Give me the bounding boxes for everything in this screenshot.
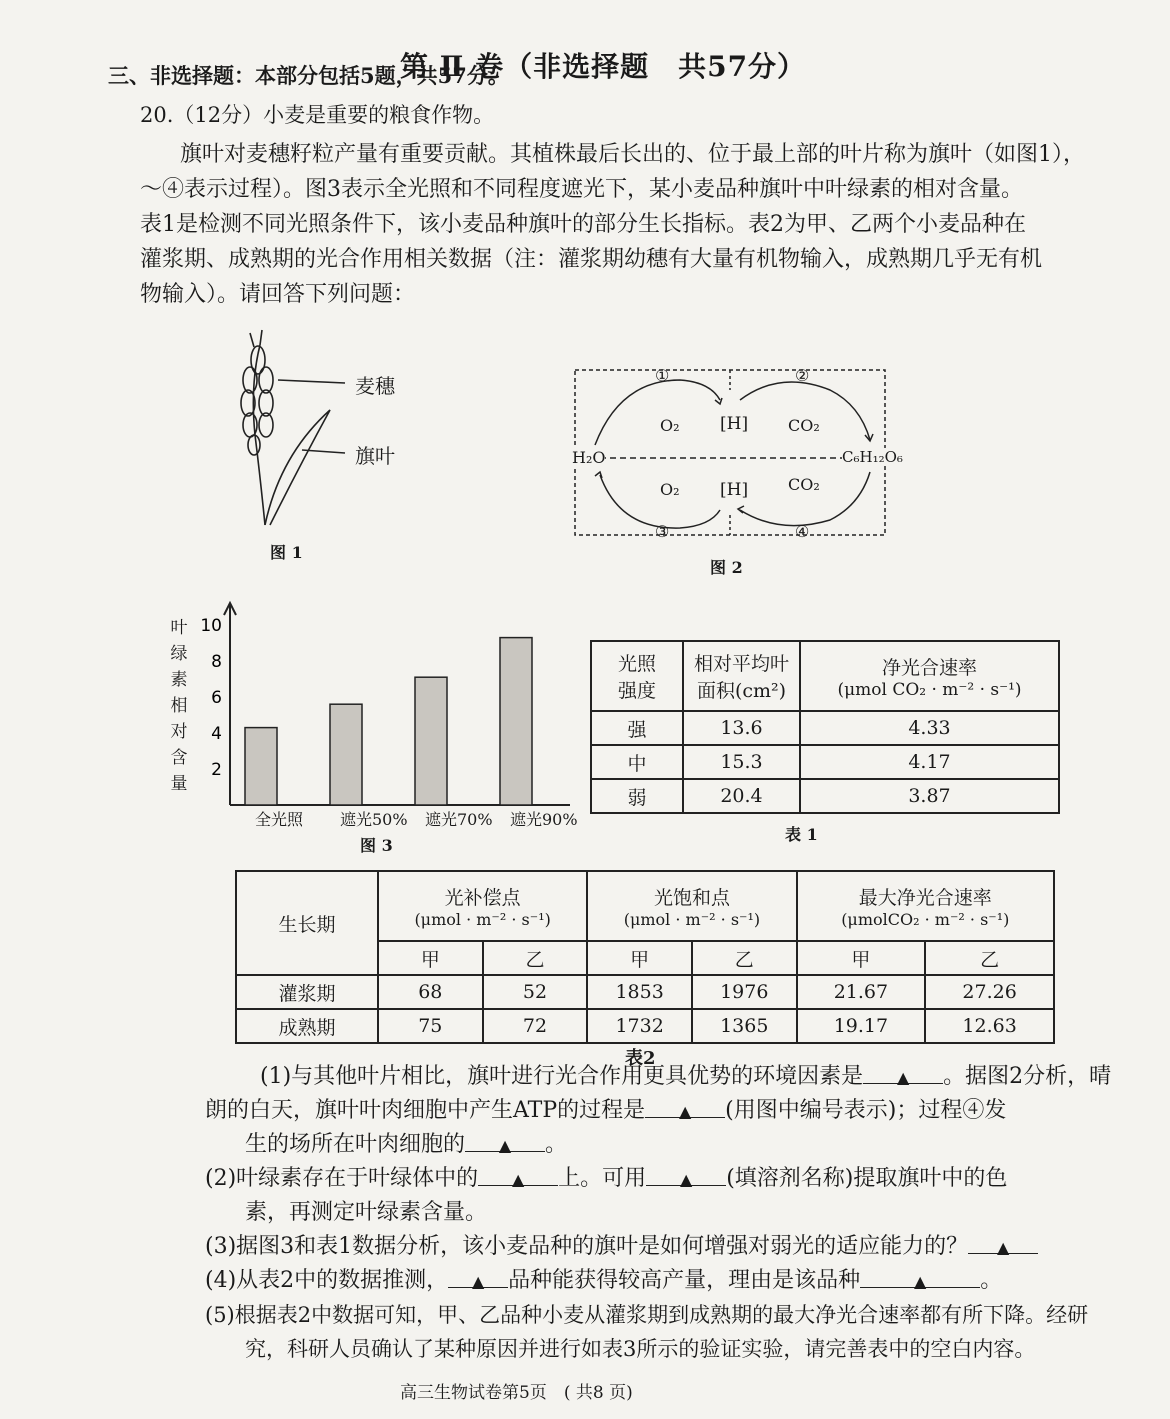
table-2-grid [235,870,1055,1044]
y-tick-4: 10 [200,616,222,636]
table-2-subheader-row: 甲 乙 甲 乙 甲 乙 [236,941,1054,975]
label-flag-leaf: 旗叶 [355,444,395,468]
question-lead: 20.（12分）小麦是重要的粮食作物。 [140,103,495,127]
intro-line-2: ～④表示过程）。图3表示全光照和不同程度遮光下，某小麦品种旗叶中叶绿素的相对含量。 [140,177,1024,202]
q3-line: (3)据图3和表1数据分析，该小麦品种的旗叶是如何增强对弱光的适应能力的？ ▲ [205,1232,1038,1262]
h-top: [H] [720,414,749,434]
q1-line-b: 朗的白天，旗叶叶肉细胞中产生ATP的过程是 ▲ (用图中编号表示)；过程④发 [205,1098,1007,1123]
sub-questions [205,1062,1112,1372]
intro-line-3: 表1是检测不同光照条件下，该小麦品种旗叶的部分生长指标。表2为甲、乙两个小麦品种在 [140,212,1026,237]
answer-blank[interactable]: ▲ [968,1233,1038,1254]
y-tick-0: 2 [211,760,222,780]
answer-blank[interactable]: ▲ [646,1165,726,1186]
table-1-header-row [591,641,1059,711]
table-row: 强 13.6 4.33 [591,711,1059,745]
q2-line-b: 素，再测定叶绿素含量。 [245,1200,488,1225]
table-row: 中 15.3 4.17 [591,745,1059,779]
table-row: 成熟期 75 72 1732 1365 19.17 12.63 [236,1009,1054,1043]
answer-blank[interactable]: ▲ [863,1063,943,1084]
answer-blank[interactable]: ▲ [478,1165,558,1186]
q1-line-a: (1)与其他叶片相比，旗叶进行光合作用更具优势的环境因素是 ▲ 。据图2分析，晴 [260,1064,1112,1089]
step-4: ④ [795,522,810,541]
question-intro [140,100,1120,340]
step-3: ③ [655,522,670,541]
x-tick-2: 遮光70% [425,810,493,829]
figure-2 [560,360,903,580]
x-axis-labels [230,807,580,827]
bar-0 [245,728,277,805]
x-tick-3: 遮光90% [510,810,578,829]
q5-line-a: (5)根据表2中数据可知，甲、乙品种小麦从灌浆期到成熟期的最大净光合速率都有所下降。经研 [205,1303,1089,1327]
t2-header-saturation: 光饱和点 (μmol · m⁻² · s⁻¹) [587,871,796,941]
o2-top: O₂ [660,416,680,435]
table-row: 灌浆期 68 52 1853 1976 21.67 27.26 [236,975,1054,1009]
figure-1-caption: 图 1 [270,543,303,562]
glucose: C₆H₁₂O₆ [842,448,903,466]
t1-header-light: 光照 强度 [591,641,683,711]
y-tick-1: 4 [211,724,222,744]
table-1-grid [590,640,1060,814]
answer-blank[interactable]: ▲ [860,1267,980,1288]
h-bottom: [H] [720,480,749,500]
t1-header-rate: 净光合速率 (μmol CO₂ · m⁻² · s⁻¹) [800,641,1059,711]
t2-header-compensation: 光补偿点 (μmol · m⁻² · s⁻¹) [378,871,587,941]
q5-line-b: 究，科研人员确认了某种原因并进行如表3所示的验证实验，请完善表中的空白内容。 [245,1337,1036,1361]
y-tick-3: 8 [211,652,222,672]
step-2: ② [795,366,810,385]
answer-blank[interactable]: ▲ [465,1131,545,1152]
intro-line-4: 灌浆期、成熟期的光合作用相关数据（注：灌浆期幼穗有大量有机物输入，成熟期几乎无有机 [140,247,1043,272]
bar-chart [190,595,580,835]
figure-3-caption: 图 3 [360,836,393,855]
bar-1 [330,704,362,805]
x-tick-0: 全光照 [255,810,304,829]
x-tick-1: 遮光50% [340,810,408,829]
figure-2-caption: 图 2 [710,558,743,577]
q2-line-a: (2)叶绿素存在于叶绿体中的 ▲ 上。可用 ▲ (填溶剂名称)提取旗叶中的色 [205,1166,1008,1191]
q1-line-c: 生的场所在叶肉细胞的 ▲ 。 [245,1132,568,1157]
table-1-caption: 表 1 [785,825,818,844]
label-spike: 麦穗 [355,374,395,398]
table-2-caption: 表2 [625,1048,656,1069]
section-heading: 三、非选择题：本部分包括5题，共57分。 [108,63,509,88]
co2-top: CO₂ [788,416,820,435]
figure-1 [220,325,460,575]
co2-bottom: CO₂ [788,475,820,494]
bar-2 [415,677,447,805]
o2-bottom: O₂ [660,480,680,499]
answer-blank[interactable]: ▲ [645,1097,725,1118]
step-1: ① [655,366,670,385]
intro-line-2-group [140,175,1023,205]
table-2 [235,870,1055,1069]
intro-line-5: 物输入）。请回答下列问题： [140,282,416,307]
y-axis-label: 叶 绿 素 相 对 含 量 [170,618,188,794]
answer-blank[interactable]: ▲ [448,1267,508,1288]
intro-line-1: 旗叶对麦穗籽粒产量有重要贡献。其植株最后长出的、位于最上部的叶片称为旗叶（如图1）， [180,142,1086,167]
water: H₂O [572,448,606,467]
t2-header-max-rate: 最大净光合速率 (μmolCO₂ · m⁻² · s⁻¹) [797,871,1054,941]
page-footer: 高三生物试卷第5页 ( 共8 页) [400,1383,633,1403]
table-2-header-row [236,871,1054,941]
bar-3 [500,638,532,805]
y-tick-2: 6 [211,688,222,708]
wheat-plant-drawing [220,325,460,575]
table-1 [590,640,1060,844]
q4-line: (4)从表2中的数据推测， ▲ 品种能获得较高产量，理由是该品种 ▲ 。 [205,1268,1003,1293]
part-title: 第 Ⅱ 卷（非选择题 共57分） [400,50,807,83]
t1-header-area: 相对平均叶 面积(cm²) [683,641,800,711]
table-row: 弱 20.4 3.87 [591,779,1059,813]
t2-header-stage: 生长期 [236,871,378,975]
figure-3 [160,595,580,860]
